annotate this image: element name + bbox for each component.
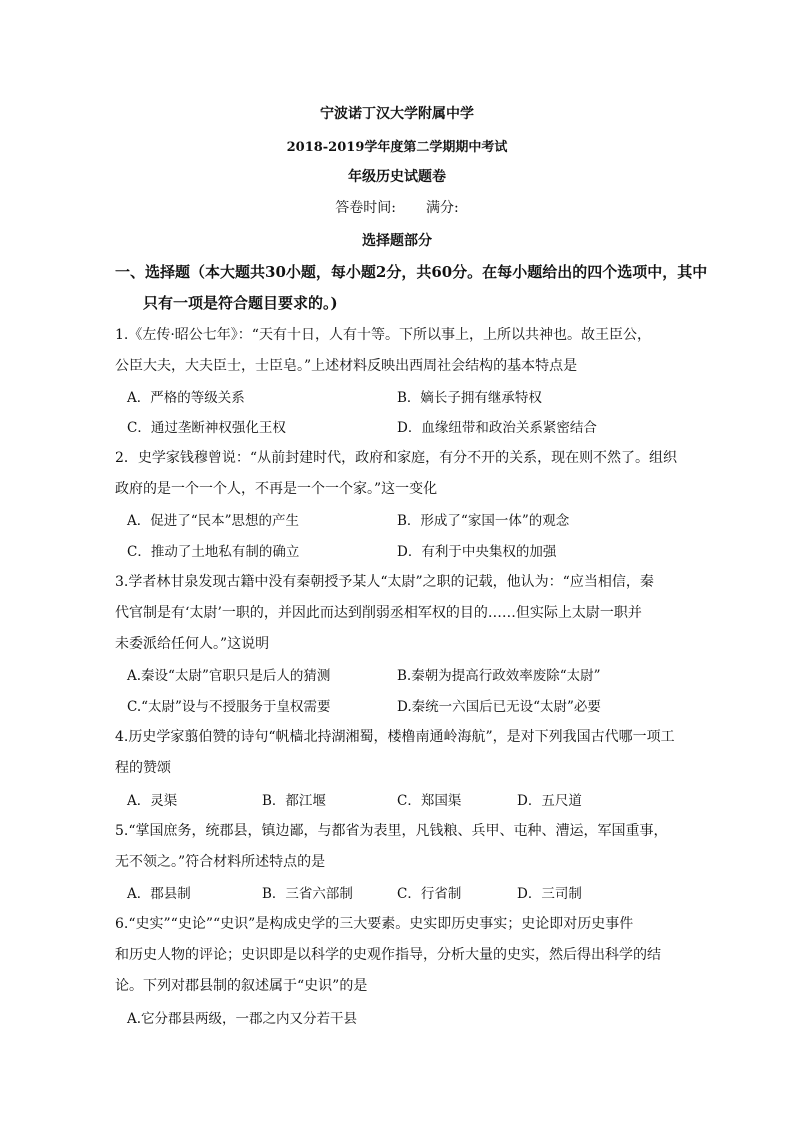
question-1-option-a: A．严格的等级关系	[127, 390, 245, 406]
question-3-option-b: B.秦朝为提高行政效率废除“太尉”	[397, 668, 601, 684]
question-4-option-c: C．郑国渠	[397, 793, 462, 809]
question-5-option-b: B．三省六部制	[262, 886, 353, 902]
question-4-option-a: A．灵渠	[127, 793, 178, 809]
question-6-line-3: 论。下列对郡县制的叙述属于“史识”的是	[115, 978, 368, 994]
question-3-line-3: 未委派给任何人。”这说明	[115, 636, 270, 652]
question-3-line-1: 3.学者林甘泉发现古籍中没有秦朝授予某人“太尉”之职的记载，他认为：“应当相信，秦	[115, 574, 654, 590]
question-1-option-b: B．嫡长子拥有继承特权	[397, 390, 542, 406]
question-5-option-c: C．行省制	[397, 886, 462, 902]
question-5-line-1: 5.“掌国庶务，统郡县，镇边鄙，与都省为表里，凡钱粮、兵甲、屯种、漕运，军国重事，	[115, 823, 668, 839]
question-3-option-d: D.秦统一六国后已无设“太尉”必要	[397, 699, 601, 715]
question-1-line-1: 1.《左传·昭公七年》：“天有十日，人有十等。下所以事上，上所以共神也。故王臣公，	[115, 327, 651, 343]
question-2-line-1: 2．史学家钱穆曾说：“从前封建时代，政府和家庭，有分不开的关系，现在则不然了。组织	[115, 450, 678, 466]
section-heading-cont: 只有一项是符合题目要求的。)	[143, 294, 338, 312]
paper-title: 年级历史试题卷	[348, 169, 446, 185]
exam-info	[0, 197, 794, 217]
time-label: 答卷时间:	[335, 200, 396, 216]
section-heading: 一、选择题（本大题共30小题，每小题2分，共60分。在每小题给出的四个选项中，其中	[115, 263, 708, 281]
question-1-option-d: D．血缘纽带和政治关系紧密结合	[397, 420, 597, 436]
question-6-option-a: A.它分郡县两级，一郡之内又分若干县	[127, 1011, 358, 1027]
part-title: 选择题部分	[362, 233, 432, 249]
exam-term: 2018-2019学年度第二学期期中考试	[286, 140, 508, 155]
question-5-line-2: 无不领之。”符合材料所述特点的是	[115, 854, 326, 870]
question-4-option-d: D．五尺道	[517, 793, 582, 809]
question-2-option-b: B．形成了“家国一体”的观念	[397, 513, 570, 529]
question-2-option-c: C．推动了土地私有制的确立	[127, 544, 300, 560]
question-4-line-1: 4.历史学家翦伯赞的诗句“帆樯北持湖湘蜀，楼橹南通岭海航”，是对下列我国古代哪一项工	[115, 729, 675, 745]
question-2-option-d: D．有利于中央集权的加强	[397, 544, 557, 560]
question-1-option-c: C．通过垄断神权强化王权	[127, 420, 286, 436]
question-1-line-2: 公臣大夫，大夫臣士，士臣皂。”上述材料反映出西周社会结构的基本特点是	[115, 358, 578, 374]
question-4-option-b: B．都江堰	[262, 793, 326, 809]
question-3-line-2: 代官制是有‘太尉’一职的，并因此而达到削弱丞相军权的目的……但实际上太尉一职并	[115, 605, 642, 621]
question-2-line-2: 政府的是一个一个人，不再是一个一个家。”这一变化	[115, 481, 438, 497]
question-6-line-2: 和历史人物的评论；史识即是以科学的史观作指导，分析大量的史实，然后得出科学的结	[115, 947, 661, 963]
question-3-option-c: C.“太尉”设与不授服务于皇权需要	[127, 699, 331, 715]
score-label: 满分:	[426, 200, 459, 216]
question-3-option-a: A.秦设“太尉”官职只是后人的猜测	[127, 668, 331, 684]
question-2-option-a: A．促进了“民本”思想的产生	[127, 513, 300, 529]
question-5-option-a: A．郡县制	[127, 886, 191, 902]
school-title: 宁波诺丁汉大学附属中学	[320, 106, 474, 122]
question-6-line-1: 6.“史实”“史论”“史识”是构成史学的三大要素。史实即历史事实；史论即对历史事件	[115, 916, 634, 932]
question-4-line-2: 程的赞颂	[115, 760, 171, 776]
question-5-option-d: D．三司制	[517, 886, 582, 902]
